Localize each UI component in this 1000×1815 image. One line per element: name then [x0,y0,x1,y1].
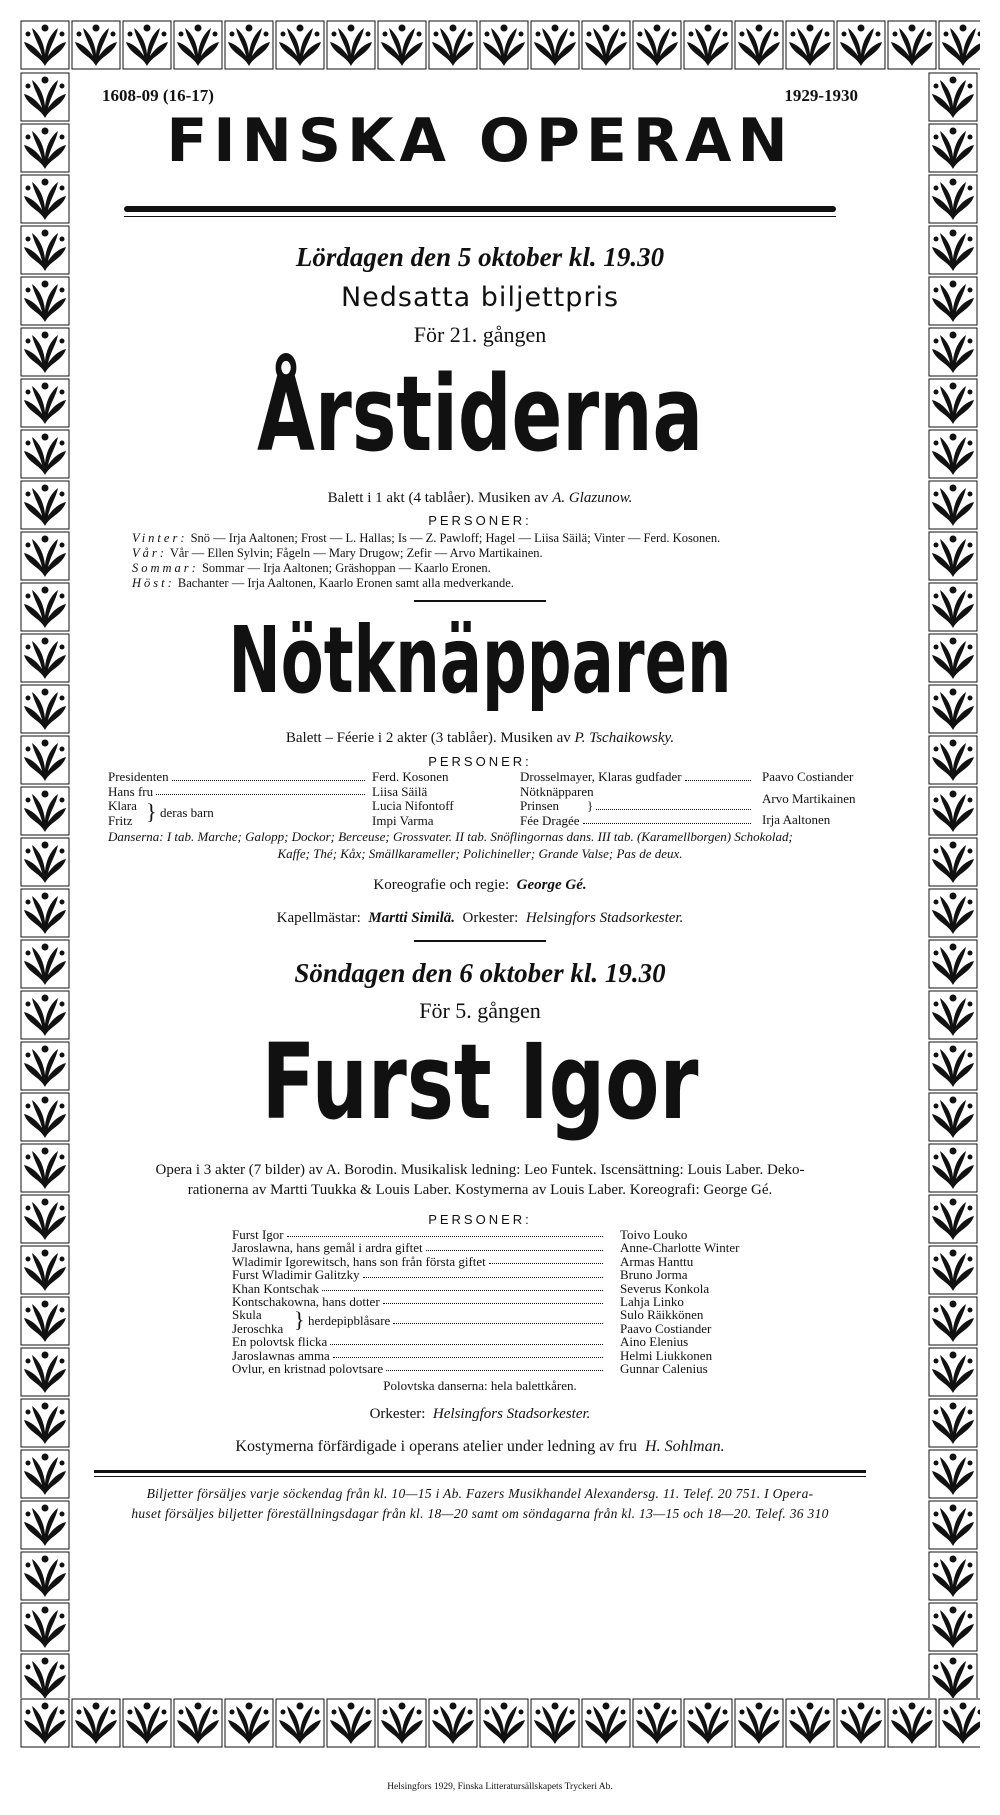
ornament-tile [122,1698,172,1748]
ornament-tile [581,1698,631,1748]
herdepip-label: herdepipblåsare [308,1313,391,1329]
notknapparen-roles-left [108,770,368,828]
ornament-tile [20,735,70,785]
children-group: Klara Fritz } deras barn [108,798,214,828]
ornament-tile [20,1296,70,1346]
perf2-count: För 5. gången [419,998,541,1023]
igor-credits-1: Opera i 3 akter (7 bilder) av A. Borodin. Musikalisk ledning: Leo Funtek. Iscensättning: Louis Laber. Deko- [155,1162,805,1178]
perf2-date: Söndagen den 6 oktober kl. 19.30 [294,958,666,988]
furst-igor-title: Furst Igor [261,1021,699,1143]
ornament-tile [928,582,978,632]
notknapparen-personer: PERSONER: [428,754,532,769]
ornament-tile [20,837,70,887]
igor-actors: Toivo Louko Anne-Charlotte Winter Armas Hanttu Bruno Jorma Severus Konkola Lahja Linko Sulo Räikkönen Paavo Costiander Aino Elenius Helmi Liukkonen Gunnar Calenius [620,1227,740,1377]
cast-line-sommar: Sommar: Sommar — Irja Aaltonen; Gräshoppan — Kaarlo Eronen. [132,561,491,575]
ornament-tile [20,582,70,632]
ornament-tile [928,1602,978,1652]
ornament-tile [20,990,70,1040]
ornament-tile [122,20,172,70]
ornament-tile [734,20,784,70]
kostym-name: H. Sohlman. [645,1438,725,1455]
arstiderna-genre: Balett i 1 akt (4 tablåer). Musiken av [327,490,549,506]
divider-rule [414,600,546,602]
ornament-tile [928,1296,978,1346]
ornament-tile [377,1698,427,1748]
notknapparen-actors-right: Paavo Costiander Arvo Martikainen Irja Aaltonen [762,769,856,827]
ornament-tile [20,480,70,530]
ornament-tile [836,20,886,70]
ornament-tile [928,276,978,326]
kapellmastare-line: Kapellmästar: Martti Similä. Orkester: Helsingfors Stadsorkester. [276,910,684,926]
ornament-border-bottom [20,1698,980,1750]
cast-line-host: Höst: Bachanter — Irja Aaltonen, Kaarlo Eronen samt alla medverkande. [132,576,514,590]
ornament-tile [928,1653,978,1698]
ornament-tile [683,1698,733,1748]
ornament-tile [928,1449,978,1499]
kostym-line: Kostymerna förfärdigade i operans atelier under ledning av fru H. Sohlman. [235,1438,725,1455]
ornament-tile [20,1602,70,1652]
ornament-tile [275,1698,325,1748]
footer-rule-thin [94,1476,866,1477]
ornament-tile [20,1449,70,1499]
ornament-tile [20,1245,70,1295]
role-row: Hans fru [108,785,368,800]
ticket-info-1: Biljetter försäljes varje söckendag från kl. 10—15 i Ab. Fazers Musikhandel Alexandersg. 11. Telef. 20 751. I Opera- [146,1486,814,1501]
perf1-count: För 21. gången [413,322,547,347]
perf1-price-note: Nedsatta biljettpris [340,282,620,313]
igor-personer: PERSONER: [428,1212,532,1227]
cast-line-vinter: Vinter: Snö — Irja Aaltonen; Frost — L. Hallas; Is — Z. Pawloff; Hagel — Liisa Säilä; Vinter — Ferd. Kosonen. [132,531,721,545]
ornament-tile [224,1698,274,1748]
ornament-tile [71,1698,121,1748]
notknapparen-title: Nötknäpparen [228,607,732,714]
ornament-tile [20,1041,70,1091]
ornament-tile [20,378,70,428]
ornament-tile [928,123,978,173]
ornament-tile [928,531,978,581]
igor-roles [232,1228,606,1375]
ornament-tile [20,1092,70,1142]
igor-orkester-line: Orkester: Helsingfors Stadsorkester. [369,1406,591,1422]
role-row: Jaroslawnas amma [232,1349,606,1362]
ornament-tile [20,888,70,938]
role-row: Furst Igor [232,1228,606,1241]
ornament-tile [530,20,580,70]
ornament-tile [173,1698,223,1748]
ornament-tile [928,1143,978,1193]
ornament-tile [326,1698,376,1748]
ornament-tile [928,1398,978,1448]
arstiderna-cast [132,531,892,591]
footer-rule [94,1470,866,1473]
ornament-tile [20,429,70,479]
role-row: En polovtsk flicka [232,1335,606,1348]
notknapparen-subtitle [72,730,888,747]
ornament-tile [928,633,978,683]
polovtska-line: Polovtska danserna: hela balettkåren. [383,1378,577,1393]
role-row: Wladimir Igorewitsch, hans son från första giftet [232,1255,606,1268]
role-row: Ovlur, en kristnad polovtsare [232,1362,606,1375]
ornament-tile [20,1347,70,1397]
ornament-border-right [928,72,980,1698]
ornament-tile [632,20,682,70]
ornament-tile [20,174,70,224]
ornament-tile [928,735,978,785]
arstiderna-composer: A. Glazunow. [552,490,633,506]
ornament-tile [173,20,223,70]
ornament-tile [20,276,70,326]
ornament-tile [71,20,121,70]
ornament-tile [20,327,70,377]
poster-content [72,72,888,1672]
kapellmastare-name: Martti Similä. [368,910,456,926]
ornament-tile [928,1500,978,1550]
ornament-tile [20,225,70,275]
role-row: Khan Kontschak [232,1282,606,1295]
ornament-tile [428,1698,478,1748]
ornament-tile [887,20,937,70]
ornament-tile [928,1194,978,1244]
ornament-tile [20,1500,70,1550]
theatre-title: FINSKA OPERAN [166,106,794,176]
role-row: Fée Dragée [520,814,754,829]
ornament-tile [326,20,376,70]
ornament-tile [20,1143,70,1193]
ornament-tile [836,1698,886,1748]
ornament-tile [20,20,70,70]
role-row: Presidenten [108,770,368,785]
ornament-tile [20,633,70,683]
notknapparen-genre: Balett – Féerie i 2 akter (3 tablåer). Musiken av [285,730,571,746]
ornament-tile [224,20,274,70]
ornament-tile [785,20,835,70]
printer-imprint: Helsingfors 1929, Finska Litteratursällskapets Tryckeri Ab. [387,1782,613,1792]
header-rule [124,206,836,212]
poster-code: 1608-09 (16-17) [102,86,214,105]
season-label: 1929-1930 [784,86,858,105]
ornament-tile [928,480,978,530]
ornament-tile [20,1653,70,1698]
cast-line-var: Vår: Vår — Ellen Sylvin; Fågeln — Mary Drugow; Zefir — Arvo Martikainen. [132,546,543,560]
ornament-tile [928,1041,978,1091]
ornament-tile [928,786,978,836]
ornament-tile [632,1698,682,1748]
deras-barn: deras barn [160,805,214,820]
ornament-tile [928,939,978,989]
ornament-tile [928,888,978,938]
ornament-tile [928,1347,978,1397]
arstiderna-personer: PERSONER: [428,513,532,528]
ornament-tile [530,1698,580,1748]
ticket-info-2: huset försäljes biljetter föreställningsdagar från kl. 18—20 samt om söndagarna från kl. 13—15 och 18—20. Telef. 36 310 [131,1506,829,1521]
orkester-name: Helsingfors Stadsorkester. [525,910,684,926]
ornament-tile [20,1398,70,1448]
ornament-tile [479,20,529,70]
koreografie-line: Koreografie och regie: George Gé. [373,877,587,893]
ornament-tile [428,20,478,70]
ornament-tile [928,990,978,1040]
ornament-tile [928,72,978,122]
ornament-tile [275,20,325,70]
ornament-tile [20,1551,70,1601]
ornament-tile [938,20,980,70]
ornament-tile [928,684,978,734]
ornament-tile [20,786,70,836]
ornament-tile [928,174,978,224]
ornament-tile [20,684,70,734]
ornament-tile [479,1698,529,1748]
ornament-tile [938,1698,980,1748]
danserna-line-2: Kaffe; Thé; Kåx; Smällkarameller; Polichineller; Grande Valse; Pas de deux. [277,846,683,861]
igor-credits-2: rationerna av Martti Tuukka & Louis Laber. Kostymerna av Louis Laber. Koreografi: George Gé. [187,1182,773,1198]
ornament-tile [20,123,70,173]
igor-orkester-name: Helsingfors Stadsorkester. [432,1406,591,1422]
ornament-tile [887,1698,937,1748]
danserna-line-1: Danserna: I tab. Marche; Galopp; Dockor; Berceuse; Grossvater. II tab. Snöflingornas dans. III tab. (Karamellborgen) Schokolad; [108,829,793,844]
ornament-tile [785,1698,835,1748]
perf1-date: Lördagen den 5 oktober kl. 19.30 [295,242,665,272]
header-rule-thin [124,216,836,217]
notknapparen-roles-right [520,770,754,828]
ornament-tile [928,327,978,377]
ornament-tile [581,20,631,70]
ornament-tile [928,1092,978,1142]
role-row: Jaroslawna, hans gemål i ardra giftet [232,1241,606,1254]
notknapparen-actors-left: Ferd. Kosonen Liisa Säilä Lucia Nifontoff Impi Varma [372,769,454,828]
ornament-border-top [20,20,980,72]
role-row: Drosselmayer, Klaras gudfader [520,770,754,785]
ornament-border-left [20,72,72,1698]
koreografie-name: George Gé. [516,877,587,893]
arstiderna-subtitle [72,490,888,507]
ornament-tile [683,20,733,70]
ornament-tile [928,1551,978,1601]
ornament-tile [20,72,70,122]
ornament-tile [20,939,70,989]
ornament-tile [734,1698,784,1748]
ornament-tile [928,1245,978,1295]
herdepip-group: Skula Jeroschka } herdepipblåsare [232,1308,606,1335]
ornament-tile [20,1698,70,1748]
role-row: Furst Wladimir Galitzky [232,1268,606,1281]
ornament-tile [928,429,978,479]
ornament-tile [20,531,70,581]
role-row: Kontschakowna, hans dotter [232,1295,606,1308]
arstiderna-title: Årstiderna [256,353,704,475]
divider-rule [414,940,546,942]
ornament-tile [20,1194,70,1244]
notknapparen-composer: P. Tschaikowsky. [574,730,675,746]
ornament-tile [928,225,978,275]
prince-group: Nötknäpparen Prinsen } [520,785,754,814]
ornament-tile [928,837,978,887]
ornament-tile [377,20,427,70]
ornament-tile [928,378,978,428]
